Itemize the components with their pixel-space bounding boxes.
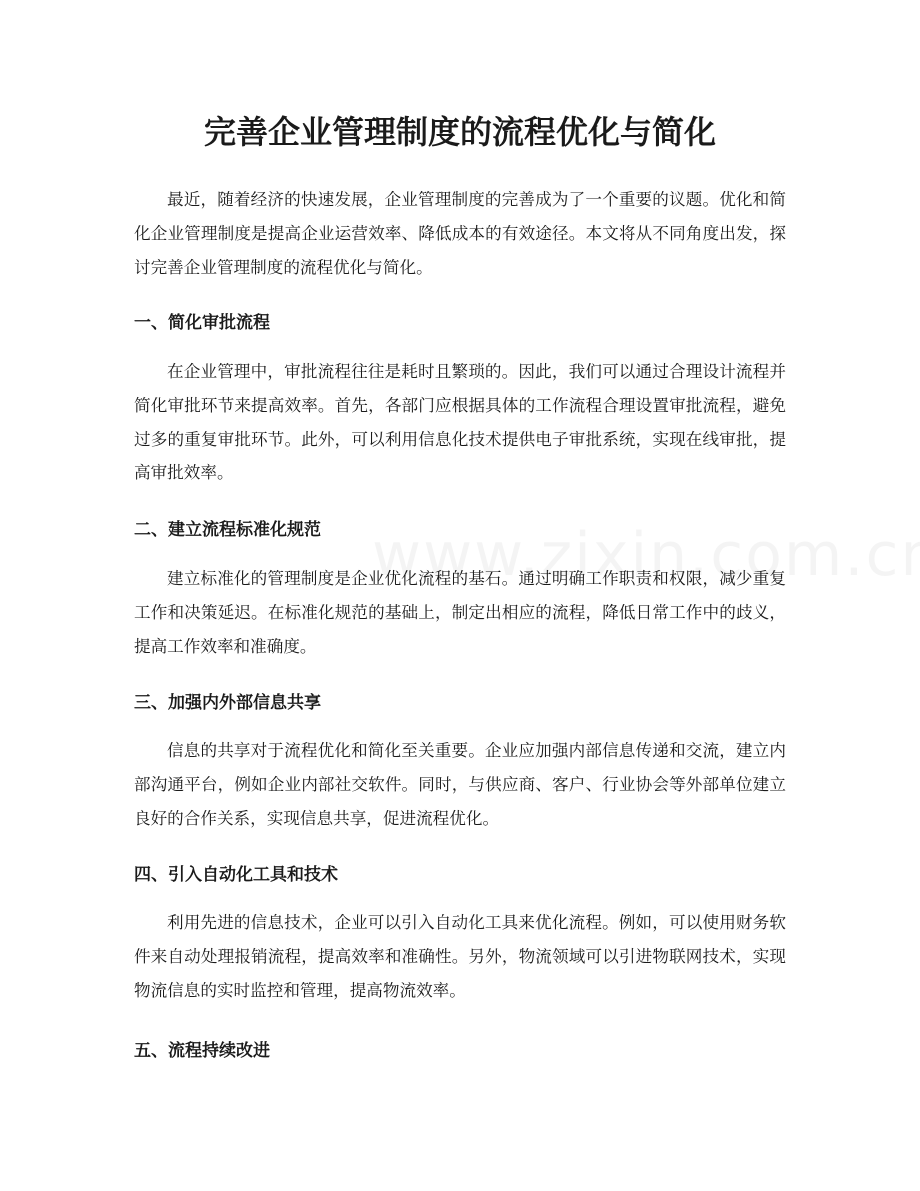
section-heading-2: 二、建立流程标准化规范 [134,520,321,540]
section-heading-4: 四、引入自动化工具和技术 [134,865,338,885]
section-body-3: 信息的共享对于流程优化和简化至关重要。企业应加强内部信息传递和交流，建立内部沟通平台，例如企业内部社交软件。同时，与供应商、客户、行业协会等外部单位建立良好的合作关系，实现信息共享，促进流程优化。 [134,741,786,828]
section-heading-5: 五、流程持续改进 [134,1041,270,1061]
section-body-4: 利用先进的信息技术，企业可以引入自动化工具来优化流程。例如，可以使用财务软件来自动处理报销流程，提高效率和准确性。另外，物流领域可以引进物联网技术，实现物流信息的实时监控和管理，提高物流效率。 [134,913,786,1000]
intro-paragraph: 最近，随着经济的快速发展，企业管理制度的完善成为了一个重要的议题。优化和简化企业管理制度是提高企业运营效率、降低成本的有效途径。本文将从不同角度出发，探讨完善企业管理制度的流程优化与简化。 [134,190,786,277]
section-heading-1: 一、简化审批流程 [134,313,270,333]
section-body-1: 在企业管理中，审批流程往往是耗时且繁琐的。因此，我们可以通过合理设计流程并简化审批环节来提高效率。首先，各部门应根据具体的工作流程合理设置审批流程，避免过多的重复审批环节。此外，可以利用信息化技术提供电子审批系统，实现在线审批，提高审批效率。 [134,362,786,483]
section-body-2: 建立标准化的管理制度是企业优化流程的基石。通过明确工作职责和权限，减少重复工作和决策延迟。在标准化规范的基础上，制定出相应的流程，降低日常工作中的歧义，提高工作效率和准确度。 [134,569,786,656]
document-title: 完善企业管理制度的流程优化与简化 [203,113,716,151]
section-heading-3: 三、加强内外部信息共享 [134,693,321,713]
